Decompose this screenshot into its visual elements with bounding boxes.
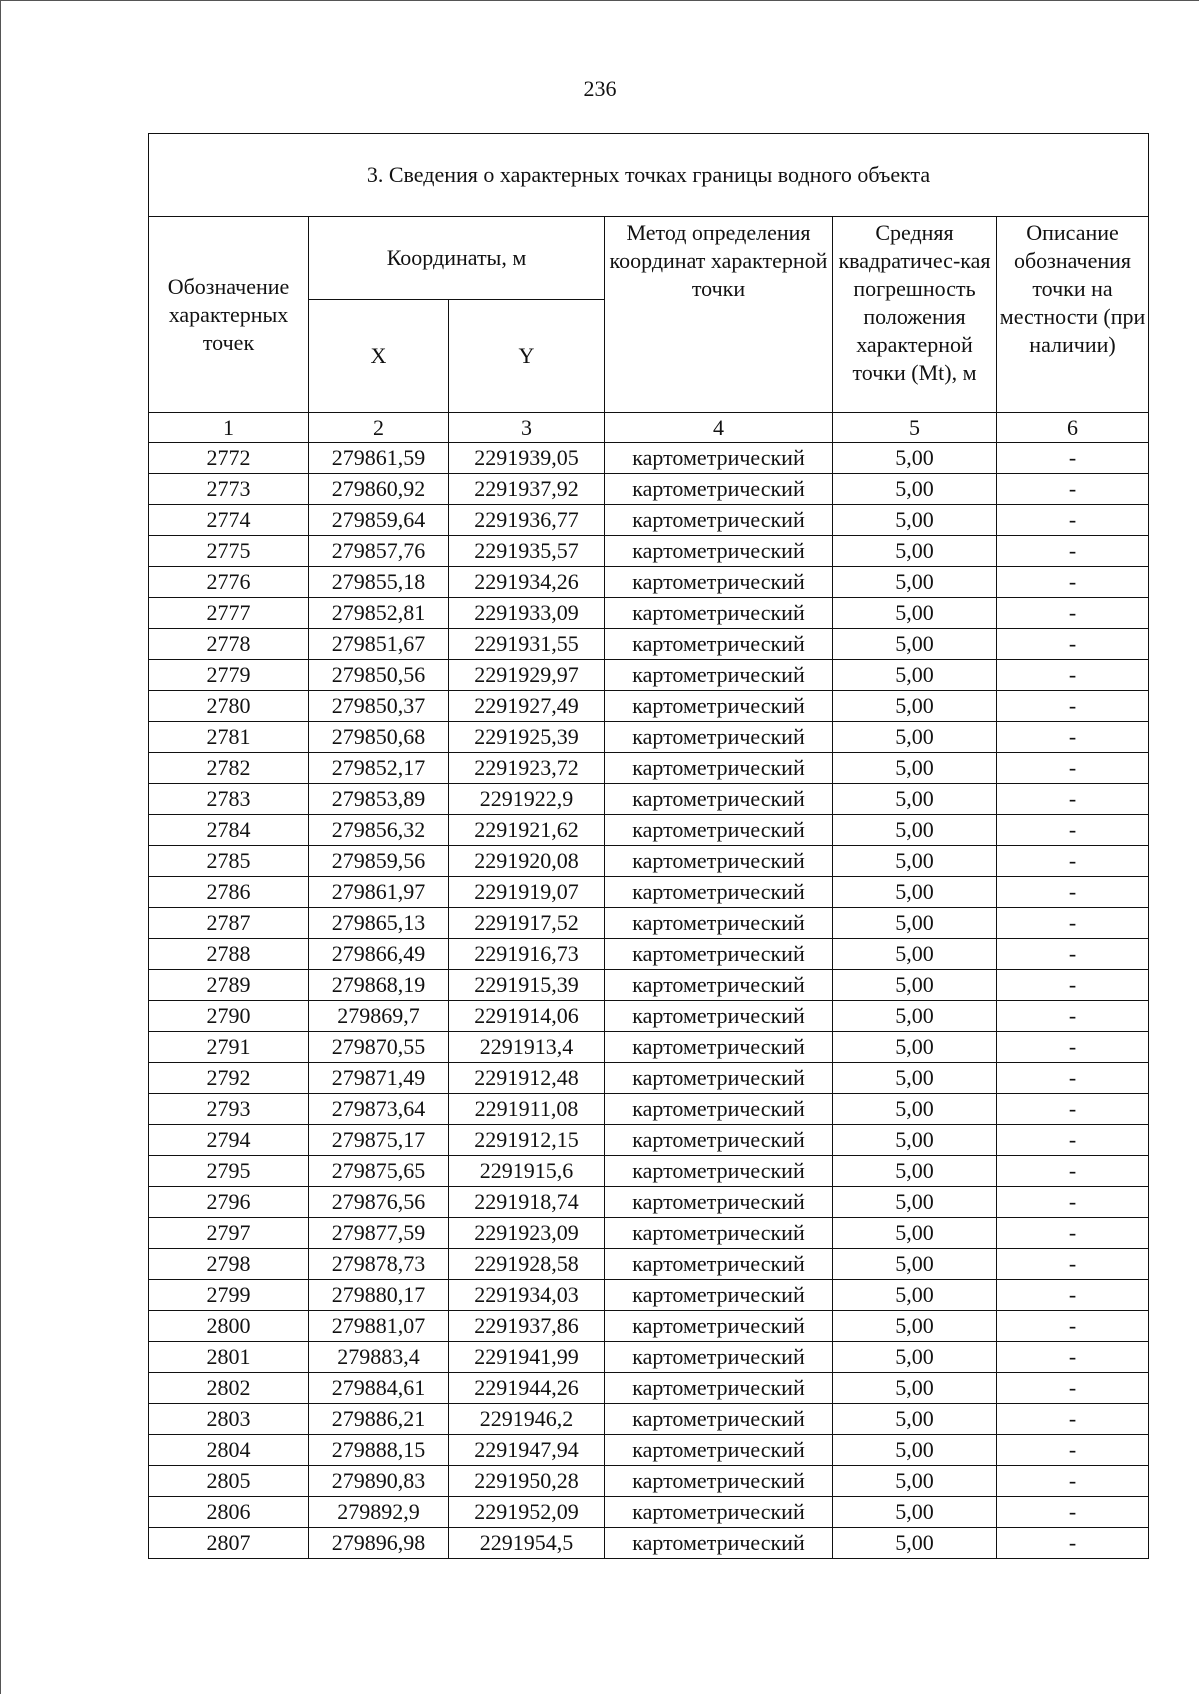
point-number-cell: 2772 xyxy=(149,443,309,474)
method-cell: картометрический xyxy=(605,1063,833,1094)
description-cell: - xyxy=(997,567,1149,598)
error-cell: 5,00 xyxy=(833,1311,997,1342)
error-cell: 5,00 xyxy=(833,1187,997,1218)
error-cell: 5,00 xyxy=(833,1249,997,1280)
coordinate-x-cell: 279871,49 xyxy=(309,1063,449,1094)
method-cell: картометрический xyxy=(605,1497,833,1528)
error-cell: 5,00 xyxy=(833,443,997,474)
table-row xyxy=(149,1249,1149,1280)
error-cell: 5,00 xyxy=(833,970,997,1001)
description-cell: - xyxy=(997,1063,1149,1094)
method-cell: картометрический xyxy=(605,1125,833,1156)
coordinate-y-cell: 2291911,08 xyxy=(449,1094,605,1125)
coordinate-y-cell: 2291934,26 xyxy=(449,567,605,598)
table-row xyxy=(149,1342,1149,1373)
error-cell: 5,00 xyxy=(833,1094,997,1125)
point-number-cell: 2781 xyxy=(149,722,309,753)
method-cell: картометрический xyxy=(605,939,833,970)
point-number-cell: 2804 xyxy=(149,1435,309,1466)
coordinate-x-cell: 279851,67 xyxy=(309,629,449,660)
coordinate-y-cell: 2291935,57 xyxy=(449,536,605,567)
coordinate-y-cell: 2291950,28 xyxy=(449,1466,605,1497)
table-row xyxy=(149,567,1149,598)
table-row xyxy=(149,443,1149,474)
coordinate-y-cell: 2291927,49 xyxy=(449,691,605,722)
description-cell: - xyxy=(997,691,1149,722)
point-number-cell: 2790 xyxy=(149,1001,309,1032)
coordinate-x-cell: 279880,17 xyxy=(309,1280,449,1311)
header-error: Средняя квадратичес-кая погрешность положения характерной точки (Mt), м xyxy=(833,217,997,413)
table-row xyxy=(149,598,1149,629)
coordinate-x-cell: 279856,32 xyxy=(309,815,449,846)
description-cell: - xyxy=(997,815,1149,846)
point-number-cell: 2799 xyxy=(149,1280,309,1311)
description-cell: - xyxy=(997,1094,1149,1125)
coordinate-y-cell: 2291946,2 xyxy=(449,1404,605,1435)
point-number-cell: 2785 xyxy=(149,846,309,877)
boundary-points-table xyxy=(148,133,1149,1559)
coordinate-y-cell: 2291928,58 xyxy=(449,1249,605,1280)
error-cell: 5,00 xyxy=(833,908,997,939)
table-row xyxy=(149,1435,1149,1466)
description-cell: - xyxy=(997,939,1149,970)
error-cell: 5,00 xyxy=(833,474,997,505)
coordinate-y-cell: 2291918,74 xyxy=(449,1187,605,1218)
error-cell: 5,00 xyxy=(833,536,997,567)
method-cell: картометрический xyxy=(605,1249,833,1280)
coordinate-y-cell: 2291922,9 xyxy=(449,784,605,815)
error-cell: 5,00 xyxy=(833,1373,997,1404)
method-cell: картометрический xyxy=(605,1032,833,1063)
error-cell: 5,00 xyxy=(833,629,997,660)
table-row xyxy=(149,691,1149,722)
description-cell: - xyxy=(997,722,1149,753)
column-number: 1 xyxy=(149,413,309,443)
table-row xyxy=(149,1528,1149,1559)
method-cell: картометрический xyxy=(605,598,833,629)
point-number-cell: 2775 xyxy=(149,536,309,567)
column-number: 2 xyxy=(309,413,449,443)
method-cell: картометрический xyxy=(605,1156,833,1187)
description-cell: - xyxy=(997,1001,1149,1032)
description-cell: - xyxy=(997,1497,1149,1528)
coordinate-x-cell: 279859,56 xyxy=(309,846,449,877)
coordinate-y-cell: 2291919,07 xyxy=(449,877,605,908)
error-cell: 5,00 xyxy=(833,1342,997,1373)
error-cell: 5,00 xyxy=(833,691,997,722)
method-cell: картометрический xyxy=(605,629,833,660)
description-cell: - xyxy=(997,1249,1149,1280)
point-number-cell: 2802 xyxy=(149,1373,309,1404)
table-row xyxy=(149,1125,1149,1156)
coordinate-y-cell: 2291923,09 xyxy=(449,1218,605,1249)
description-cell: - xyxy=(997,1528,1149,1559)
column-number: 4 xyxy=(605,413,833,443)
description-cell: - xyxy=(997,784,1149,815)
error-cell: 5,00 xyxy=(833,1435,997,1466)
error-cell: 5,00 xyxy=(833,1466,997,1497)
description-cell: - xyxy=(997,1373,1149,1404)
description-cell: - xyxy=(997,1311,1149,1342)
coordinate-x-cell: 279870,55 xyxy=(309,1032,449,1063)
table-row xyxy=(149,877,1149,908)
point-number-cell: 2794 xyxy=(149,1125,309,1156)
coordinate-y-cell: 2291925,39 xyxy=(449,722,605,753)
error-cell: 5,00 xyxy=(833,815,997,846)
point-number-cell: 2795 xyxy=(149,1156,309,1187)
method-cell: картометрический xyxy=(605,1528,833,1559)
point-number-cell: 2806 xyxy=(149,1497,309,1528)
point-number-cell: 2779 xyxy=(149,660,309,691)
coordinate-x-cell: 279859,64 xyxy=(309,505,449,536)
point-number-cell: 2789 xyxy=(149,970,309,1001)
coordinate-y-cell: 2291933,09 xyxy=(449,598,605,629)
table-row xyxy=(149,474,1149,505)
coordinate-x-cell: 279896,98 xyxy=(309,1528,449,1559)
coordinate-y-cell: 2291912,15 xyxy=(449,1125,605,1156)
error-cell: 5,00 xyxy=(833,1218,997,1249)
header-description: Описание обозначения точки на местности (при наличии) xyxy=(997,217,1149,413)
coordinate-x-cell: 279877,59 xyxy=(309,1218,449,1249)
coordinate-x-cell: 279857,76 xyxy=(309,536,449,567)
coordinate-y-cell: 2291931,55 xyxy=(449,629,605,660)
method-cell: картометрический xyxy=(605,505,833,536)
table-row xyxy=(149,1466,1149,1497)
coordinate-x-cell: 279866,49 xyxy=(309,939,449,970)
coordinate-x-cell: 279876,56 xyxy=(309,1187,449,1218)
error-cell: 5,00 xyxy=(833,722,997,753)
description-cell: - xyxy=(997,1435,1149,1466)
point-number-cell: 2797 xyxy=(149,1218,309,1249)
coordinate-x-cell: 279873,64 xyxy=(309,1094,449,1125)
error-cell: 5,00 xyxy=(833,1404,997,1435)
coordinate-x-cell: 279861,97 xyxy=(309,877,449,908)
method-cell: картометрический xyxy=(605,536,833,567)
description-cell: - xyxy=(997,536,1149,567)
error-cell: 5,00 xyxy=(833,598,997,629)
point-number-cell: 2805 xyxy=(149,1466,309,1497)
coordinate-y-cell: 2291929,97 xyxy=(449,660,605,691)
table-row xyxy=(149,1094,1149,1125)
coordinate-y-cell: 2291936,77 xyxy=(449,505,605,536)
point-number-cell: 2796 xyxy=(149,1187,309,1218)
method-cell: картометрический xyxy=(605,877,833,908)
method-cell: картометрический xyxy=(605,753,833,784)
description-cell: - xyxy=(997,846,1149,877)
coordinate-y-cell: 2291923,72 xyxy=(449,753,605,784)
point-number-cell: 2787 xyxy=(149,908,309,939)
coordinate-x-cell: 279853,89 xyxy=(309,784,449,815)
point-number-cell: 2777 xyxy=(149,598,309,629)
error-cell: 5,00 xyxy=(833,1528,997,1559)
method-cell: картометрический xyxy=(605,1311,833,1342)
point-number-cell: 2793 xyxy=(149,1094,309,1125)
method-cell: картометрический xyxy=(605,1435,833,1466)
coordinate-y-cell: 2291937,92 xyxy=(449,474,605,505)
table-row xyxy=(149,1497,1149,1528)
point-number-cell: 2807 xyxy=(149,1528,309,1559)
point-number-cell: 2803 xyxy=(149,1404,309,1435)
coordinate-x-cell: 279886,21 xyxy=(309,1404,449,1435)
method-cell: картометрический xyxy=(605,722,833,753)
description-cell: - xyxy=(997,908,1149,939)
coordinate-y-cell: 2291914,06 xyxy=(449,1001,605,1032)
coordinate-x-cell: 279852,17 xyxy=(309,753,449,784)
error-cell: 5,00 xyxy=(833,567,997,598)
error-cell: 5,00 xyxy=(833,846,997,877)
point-number-cell: 2792 xyxy=(149,1063,309,1094)
coordinate-y-cell: 2291937,86 xyxy=(449,1311,605,1342)
description-cell: - xyxy=(997,660,1149,691)
coordinate-y-cell: 2291941,99 xyxy=(449,1342,605,1373)
column-numbers-row xyxy=(149,413,1149,443)
description-cell: - xyxy=(997,1342,1149,1373)
method-cell: картометрический xyxy=(605,846,833,877)
coordinate-y-cell: 2291915,39 xyxy=(449,970,605,1001)
description-cell: - xyxy=(997,505,1149,536)
description-cell: - xyxy=(997,598,1149,629)
table-row xyxy=(149,908,1149,939)
method-cell: картометрический xyxy=(605,567,833,598)
coordinate-x-cell: 279861,59 xyxy=(309,443,449,474)
coordinate-y-cell: 2291913,4 xyxy=(449,1032,605,1063)
description-cell: - xyxy=(997,1218,1149,1249)
coordinate-x-cell: 279869,7 xyxy=(309,1001,449,1032)
point-number-cell: 2773 xyxy=(149,474,309,505)
method-cell: картометрический xyxy=(605,474,833,505)
method-cell: картометрический xyxy=(605,1466,833,1497)
error-cell: 5,00 xyxy=(833,1032,997,1063)
description-cell: - xyxy=(997,1156,1149,1187)
description-cell: - xyxy=(997,1280,1149,1311)
column-number: 5 xyxy=(833,413,997,443)
error-cell: 5,00 xyxy=(833,1497,997,1528)
coordinate-y-cell: 2291916,73 xyxy=(449,939,605,970)
table-row xyxy=(149,722,1149,753)
table-title: 3. Сведения о характерных точках границы водного объекта xyxy=(149,134,1149,217)
description-cell: - xyxy=(997,1125,1149,1156)
table-row xyxy=(149,815,1149,846)
table-row xyxy=(149,1001,1149,1032)
point-number-cell: 2782 xyxy=(149,753,309,784)
coordinate-y-cell: 2291947,94 xyxy=(449,1435,605,1466)
table-row xyxy=(149,1063,1149,1094)
method-cell: картометрический xyxy=(605,691,833,722)
page-number: 236 xyxy=(583,76,617,101)
coordinate-x-cell: 279890,83 xyxy=(309,1466,449,1497)
header-point-designation: Обозначение характерных точек xyxy=(149,217,309,413)
coordinate-x-cell: 279875,17 xyxy=(309,1125,449,1156)
point-number-cell: 2798 xyxy=(149,1249,309,1280)
method-cell: картометрический xyxy=(605,1342,833,1373)
method-cell: картометрический xyxy=(605,908,833,939)
method-cell: картометрический xyxy=(605,1001,833,1032)
method-cell: картометрический xyxy=(605,1280,833,1311)
error-cell: 5,00 xyxy=(833,1001,997,1032)
table-row xyxy=(149,1187,1149,1218)
point-number-cell: 2788 xyxy=(149,939,309,970)
table-row xyxy=(149,846,1149,877)
table-row xyxy=(149,629,1149,660)
coordinate-x-cell: 279881,07 xyxy=(309,1311,449,1342)
coordinate-y-cell: 2291917,52 xyxy=(449,908,605,939)
table-row xyxy=(149,1373,1149,1404)
point-number-cell: 2786 xyxy=(149,877,309,908)
description-cell: - xyxy=(997,877,1149,908)
table-row xyxy=(149,1404,1149,1435)
coordinate-x-cell: 279850,68 xyxy=(309,722,449,753)
error-cell: 5,00 xyxy=(833,505,997,536)
method-cell: картометрический xyxy=(605,1218,833,1249)
coordinate-x-cell: 279883,4 xyxy=(309,1342,449,1373)
point-number-cell: 2801 xyxy=(149,1342,309,1373)
header-method: Метод определения координат характерной точки xyxy=(605,217,833,413)
method-cell: картометрический xyxy=(605,1404,833,1435)
column-number: 3 xyxy=(449,413,605,443)
description-cell: - xyxy=(997,629,1149,660)
coordinate-x-cell: 279855,18 xyxy=(309,567,449,598)
header-coordinates: Координаты, м xyxy=(309,217,605,300)
method-cell: картометрический xyxy=(605,660,833,691)
description-cell: - xyxy=(997,970,1149,1001)
method-cell: картометрический xyxy=(605,1094,833,1125)
coordinate-x-cell: 279888,15 xyxy=(309,1435,449,1466)
table-row xyxy=(149,753,1149,784)
coordinate-x-cell: 279868,19 xyxy=(309,970,449,1001)
description-cell: - xyxy=(997,1466,1149,1497)
description-cell: - xyxy=(997,753,1149,784)
table-row xyxy=(149,784,1149,815)
column-number: 6 xyxy=(997,413,1149,443)
error-cell: 5,00 xyxy=(833,1063,997,1094)
coordinate-y-cell: 2291952,09 xyxy=(449,1497,605,1528)
point-number-cell: 2783 xyxy=(149,784,309,815)
method-cell: картометрический xyxy=(605,784,833,815)
coordinate-y-cell: 2291939,05 xyxy=(449,443,605,474)
table-row xyxy=(149,660,1149,691)
coordinate-y-cell: 2291954,5 xyxy=(449,1528,605,1559)
table-row xyxy=(149,970,1149,1001)
table-row xyxy=(149,536,1149,567)
description-cell: - xyxy=(997,1032,1149,1063)
coordinate-x-cell: 279850,37 xyxy=(309,691,449,722)
coordinate-x-cell: 279865,13 xyxy=(309,908,449,939)
coordinate-y-cell: 2291934,03 xyxy=(449,1280,605,1311)
error-cell: 5,00 xyxy=(833,1156,997,1187)
header-y: Y xyxy=(449,300,605,413)
coordinate-x-cell: 279852,81 xyxy=(309,598,449,629)
error-cell: 5,00 xyxy=(833,660,997,691)
table-row xyxy=(149,1156,1149,1187)
method-cell: картометрический xyxy=(605,1187,833,1218)
table-row xyxy=(149,1032,1149,1063)
coordinate-x-cell: 279884,61 xyxy=(309,1373,449,1404)
point-number-cell: 2776 xyxy=(149,567,309,598)
table-row xyxy=(149,1280,1149,1311)
point-number-cell: 2800 xyxy=(149,1311,309,1342)
point-number-cell: 2791 xyxy=(149,1032,309,1063)
error-cell: 5,00 xyxy=(833,1280,997,1311)
point-number-cell: 2774 xyxy=(149,505,309,536)
coordinate-y-cell: 2291944,26 xyxy=(449,1373,605,1404)
description-cell: - xyxy=(997,474,1149,505)
error-cell: 5,00 xyxy=(833,877,997,908)
coordinate-x-cell: 279878,73 xyxy=(309,1249,449,1280)
table-row xyxy=(149,939,1149,970)
point-number-cell: 2780 xyxy=(149,691,309,722)
coordinate-x-cell: 279850,56 xyxy=(309,660,449,691)
method-cell: картометрический xyxy=(605,1373,833,1404)
table-row xyxy=(149,1218,1149,1249)
coordinate-y-cell: 2291915,6 xyxy=(449,1156,605,1187)
table-row xyxy=(149,505,1149,536)
error-cell: 5,00 xyxy=(833,753,997,784)
error-cell: 5,00 xyxy=(833,939,997,970)
method-cell: картометрический xyxy=(605,970,833,1001)
header-x: X xyxy=(309,300,449,413)
description-cell: - xyxy=(997,1404,1149,1435)
coordinate-x-cell: 279892,9 xyxy=(309,1497,449,1528)
coordinate-x-cell: 279860,92 xyxy=(309,474,449,505)
description-cell: - xyxy=(997,1187,1149,1218)
error-cell: 5,00 xyxy=(833,1125,997,1156)
coordinate-y-cell: 2291912,48 xyxy=(449,1063,605,1094)
coordinate-y-cell: 2291921,62 xyxy=(449,815,605,846)
method-cell: картометрический xyxy=(605,443,833,474)
coordinate-x-cell: 279875,65 xyxy=(309,1156,449,1187)
table-row xyxy=(149,1311,1149,1342)
point-number-cell: 2778 xyxy=(149,629,309,660)
description-cell: - xyxy=(997,443,1149,474)
point-number-cell: 2784 xyxy=(149,815,309,846)
error-cell: 5,00 xyxy=(833,784,997,815)
coordinate-y-cell: 2291920,08 xyxy=(449,846,605,877)
method-cell: картометрический xyxy=(605,815,833,846)
